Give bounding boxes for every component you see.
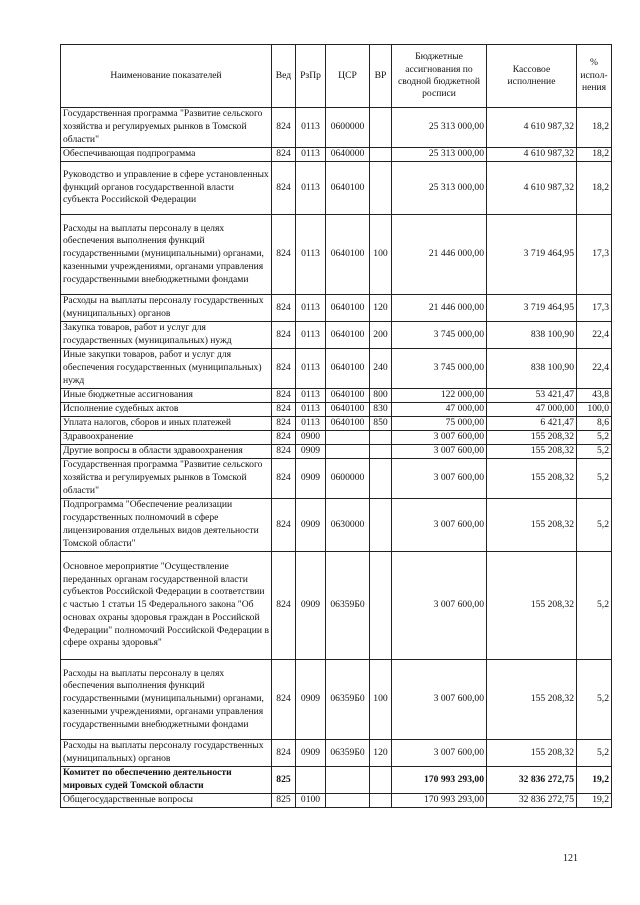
row-ved: 824 [272,660,296,740]
row-csr [326,767,370,794]
table-row [61,162,612,215]
row-vr: 240 [370,349,392,389]
row-csr: 0600000 [326,459,370,499]
header-budget: Бюджетные ассигнования по сводной бюджетной росписи [392,45,487,108]
table-row [61,215,612,295]
row-ved: 824 [272,108,296,148]
table-row [61,389,612,403]
row-rzpr: 0113 [296,148,326,162]
row-csr: 0640100 [326,403,370,417]
row-name: Другие вопросы в области здравоохранения [61,445,272,459]
row-rzpr: 0113 [296,349,326,389]
row-cash: 838 100,90 [487,322,577,349]
table-row [61,108,612,148]
row-cash: 53 421,47 [487,389,577,403]
row-budget: 25 313 000,00 [392,162,487,215]
row-percent: 100,0 [577,403,612,417]
row-rzpr: 0113 [296,162,326,215]
row-csr [326,794,370,808]
row-vr: 850 [370,417,392,431]
row-rzpr: 0113 [296,322,326,349]
row-name: Расходы на выплаты персоналу в целях обеспечения выполнения функций государственными (муниципальными) органами, казенными учреждениями, органами управления государственными внебюджетными фондами [61,660,272,740]
row-percent: 22,4 [577,322,612,349]
row-ved: 824 [272,389,296,403]
row-name: Иные закупки товаров, работ и услуг для обеспечения государственных (муниципальных) нужд [61,349,272,389]
row-ved: 824 [272,162,296,215]
row-ved: 824 [272,295,296,322]
header-cash: Кассовое исполнение [487,45,577,108]
row-percent: 5,2 [577,552,612,660]
row-cash: 47 000,00 [487,403,577,417]
table-row [61,295,612,322]
row-rzpr: 0100 [296,794,326,808]
budget-table [60,44,612,808]
row-name: Государственная программа "Развитие сельского хозяйства и регулируемых рынков в Томской области" [61,459,272,499]
row-vr: 100 [370,215,392,295]
row-name: Расходы на выплаты персоналу в целях обеспечения выполнения функций государственными (муниципальными) органами, казенными учреждениями, органами управления государственными внебюджетными фондами [61,215,272,295]
row-vr [370,499,392,552]
row-csr: 06359Б0 [326,552,370,660]
row-ved: 824 [272,431,296,445]
row-cash: 3 719 464,95 [487,295,577,322]
table-body [61,108,612,808]
row-csr: 0640100 [326,215,370,295]
row-ved: 824 [272,403,296,417]
row-ved: 824 [272,322,296,349]
row-name: Закупка товаров, работ и услуг для государственных (муниципальных) нужд [61,322,272,349]
row-csr [326,445,370,459]
row-csr: 0600000 [326,108,370,148]
row-rzpr: 0909 [296,499,326,552]
row-percent: 18,2 [577,108,612,148]
row-name: Подпрограмма "Обеспечение реализации государственных полномочий в сфере лицензирования отдельных видов деятельности Томской области" [61,499,272,552]
row-vr [370,431,392,445]
row-name: Расходы на выплаты персоналу государственных (муниципальных) органов [61,740,272,767]
row-name: Комитет по обеспечению деятельности мировых судей Томской области [61,767,272,794]
row-cash: 6 421,47 [487,417,577,431]
row-percent: 19,2 [577,767,612,794]
row-vr [370,767,392,794]
row-csr: 0640100 [326,295,370,322]
row-cash: 155 208,32 [487,740,577,767]
row-percent: 43,8 [577,389,612,403]
row-budget: 3 007 600,00 [392,740,487,767]
row-percent: 18,2 [577,162,612,215]
table-row [61,552,612,660]
header-row [61,45,612,108]
table-row [61,403,612,417]
table-row [61,417,612,431]
table-row [61,767,612,794]
row-budget: 3 007 600,00 [392,552,487,660]
row-percent: 17,3 [577,215,612,295]
row-name: Обеспечивающая подпрограмма [61,148,272,162]
row-rzpr: 0900 [296,431,326,445]
table-row [61,148,612,162]
row-budget: 21 446 000,00 [392,215,487,295]
table-row [61,459,612,499]
row-cash: 155 208,32 [487,445,577,459]
row-vr [370,794,392,808]
row-rzpr: 0909 [296,445,326,459]
row-budget: 170 993 293,00 [392,767,487,794]
row-percent: 5,2 [577,459,612,499]
row-ved: 824 [272,552,296,660]
row-percent: 5,2 [577,499,612,552]
header-ved: Вед [272,45,296,108]
row-vr: 100 [370,660,392,740]
row-budget: 122 000,00 [392,389,487,403]
row-budget: 47 000,00 [392,403,487,417]
row-ved: 824 [272,148,296,162]
row-budget: 21 446 000,00 [392,295,487,322]
row-budget: 3 745 000,00 [392,349,487,389]
row-budget: 3 007 600,00 [392,459,487,499]
row-ved: 824 [272,445,296,459]
row-budget: 3 007 600,00 [392,431,487,445]
table-row [61,499,612,552]
row-csr: 06359Б0 [326,660,370,740]
row-percent: 5,2 [577,740,612,767]
row-percent: 22,4 [577,349,612,389]
row-vr [370,108,392,148]
table-row [61,349,612,389]
row-ved: 824 [272,417,296,431]
row-cash: 155 208,32 [487,499,577,552]
row-name: Исполнение судебных актов [61,403,272,417]
header-csr: ЦСР [326,45,370,108]
row-ved: 825 [272,794,296,808]
row-vr [370,162,392,215]
row-ved: 824 [272,459,296,499]
row-rzpr: 0909 [296,552,326,660]
row-rzpr: 0909 [296,660,326,740]
table-row [61,322,612,349]
row-vr: 200 [370,322,392,349]
row-ved: 824 [272,740,296,767]
header-name: Наименование показателей [61,45,272,108]
row-budget: 25 313 000,00 [392,148,487,162]
row-vr: 800 [370,389,392,403]
row-name: Руководство и управление в сфере установленных функций органов государственной власти субъекта Российской Федерации [61,162,272,215]
row-rzpr: 0113 [296,403,326,417]
row-percent: 5,2 [577,445,612,459]
row-rzpr: 0113 [296,295,326,322]
row-cash: 32 836 272,75 [487,767,577,794]
row-rzpr: 0113 [296,417,326,431]
row-rzpr [296,767,326,794]
table-row [61,445,612,459]
row-csr: 0640100 [326,417,370,431]
row-percent: 8,6 [577,417,612,431]
row-rzpr: 0909 [296,740,326,767]
row-csr: 06359Б0 [326,740,370,767]
header-rzpr: РзПр [296,45,326,108]
row-percent: 17,3 [577,295,612,322]
row-cash: 32 836 272,75 [487,794,577,808]
row-vr [370,552,392,660]
row-budget: 3 007 600,00 [392,445,487,459]
row-cash: 155 208,32 [487,552,577,660]
row-percent: 5,2 [577,660,612,740]
row-vr [370,148,392,162]
row-csr: 0630000 [326,499,370,552]
row-budget: 3 007 600,00 [392,499,487,552]
row-name: Расходы на выплаты персоналу государственных (муниципальных) органов [61,295,272,322]
row-name: Здравоохранение [61,431,272,445]
row-ved: 824 [272,215,296,295]
row-csr: 0640100 [326,162,370,215]
row-budget: 3 745 000,00 [392,322,487,349]
row-name: Общегосударственные вопросы [61,794,272,808]
row-budget: 3 007 600,00 [392,660,487,740]
row-cash: 3 719 464,95 [487,215,577,295]
table-row [61,431,612,445]
row-name: Иные бюджетные ассигнования [61,389,272,403]
row-budget: 170 993 293,00 [392,794,487,808]
row-percent: 19,2 [577,794,612,808]
row-cash: 155 208,32 [487,459,577,499]
row-csr [326,431,370,445]
header-vr: ВР [370,45,392,108]
row-csr: 0640100 [326,322,370,349]
table-row [61,660,612,740]
row-cash: 4 610 987,32 [487,108,577,148]
row-ved: 824 [272,349,296,389]
row-vr [370,445,392,459]
row-ved: 825 [272,767,296,794]
row-csr: 0640100 [326,389,370,403]
row-percent: 18,2 [577,148,612,162]
row-rzpr: 0113 [296,389,326,403]
row-cash: 838 100,90 [487,349,577,389]
header-percent: % испол-нения [577,45,612,108]
page-number: 121 [563,853,578,864]
row-csr: 0640100 [326,349,370,389]
row-csr: 0640000 [326,148,370,162]
row-name: Государственная программа "Развитие сельского хозяйства и регулируемых рынков в Томской области" [61,108,272,148]
row-budget: 75 000,00 [392,417,487,431]
row-name: Основное мероприятие "Осуществление переданных органам государственной власти субъектов Российской Федерации в соответствии с частью 1 статьи 15 Федерального закона "Об основах охраны здоровья граждан в Российской Федерации" полномочий Российской Федерации в сфере охраны здоровья" [61,552,272,660]
row-rzpr: 0113 [296,215,326,295]
row-cash: 4 610 987,32 [487,148,577,162]
table-row [61,740,612,767]
row-vr: 120 [370,295,392,322]
row-budget: 25 313 000,00 [392,108,487,148]
row-vr [370,459,392,499]
row-percent: 5,2 [577,431,612,445]
row-rzpr: 0909 [296,459,326,499]
row-rzpr: 0113 [296,108,326,148]
row-cash: 155 208,32 [487,431,577,445]
row-vr: 120 [370,740,392,767]
row-name: Уплата налогов, сборов и иных платежей [61,417,272,431]
table-row [61,794,612,808]
row-ved: 824 [272,499,296,552]
row-cash: 155 208,32 [487,660,577,740]
row-vr: 830 [370,403,392,417]
row-cash: 4 610 987,32 [487,162,577,215]
